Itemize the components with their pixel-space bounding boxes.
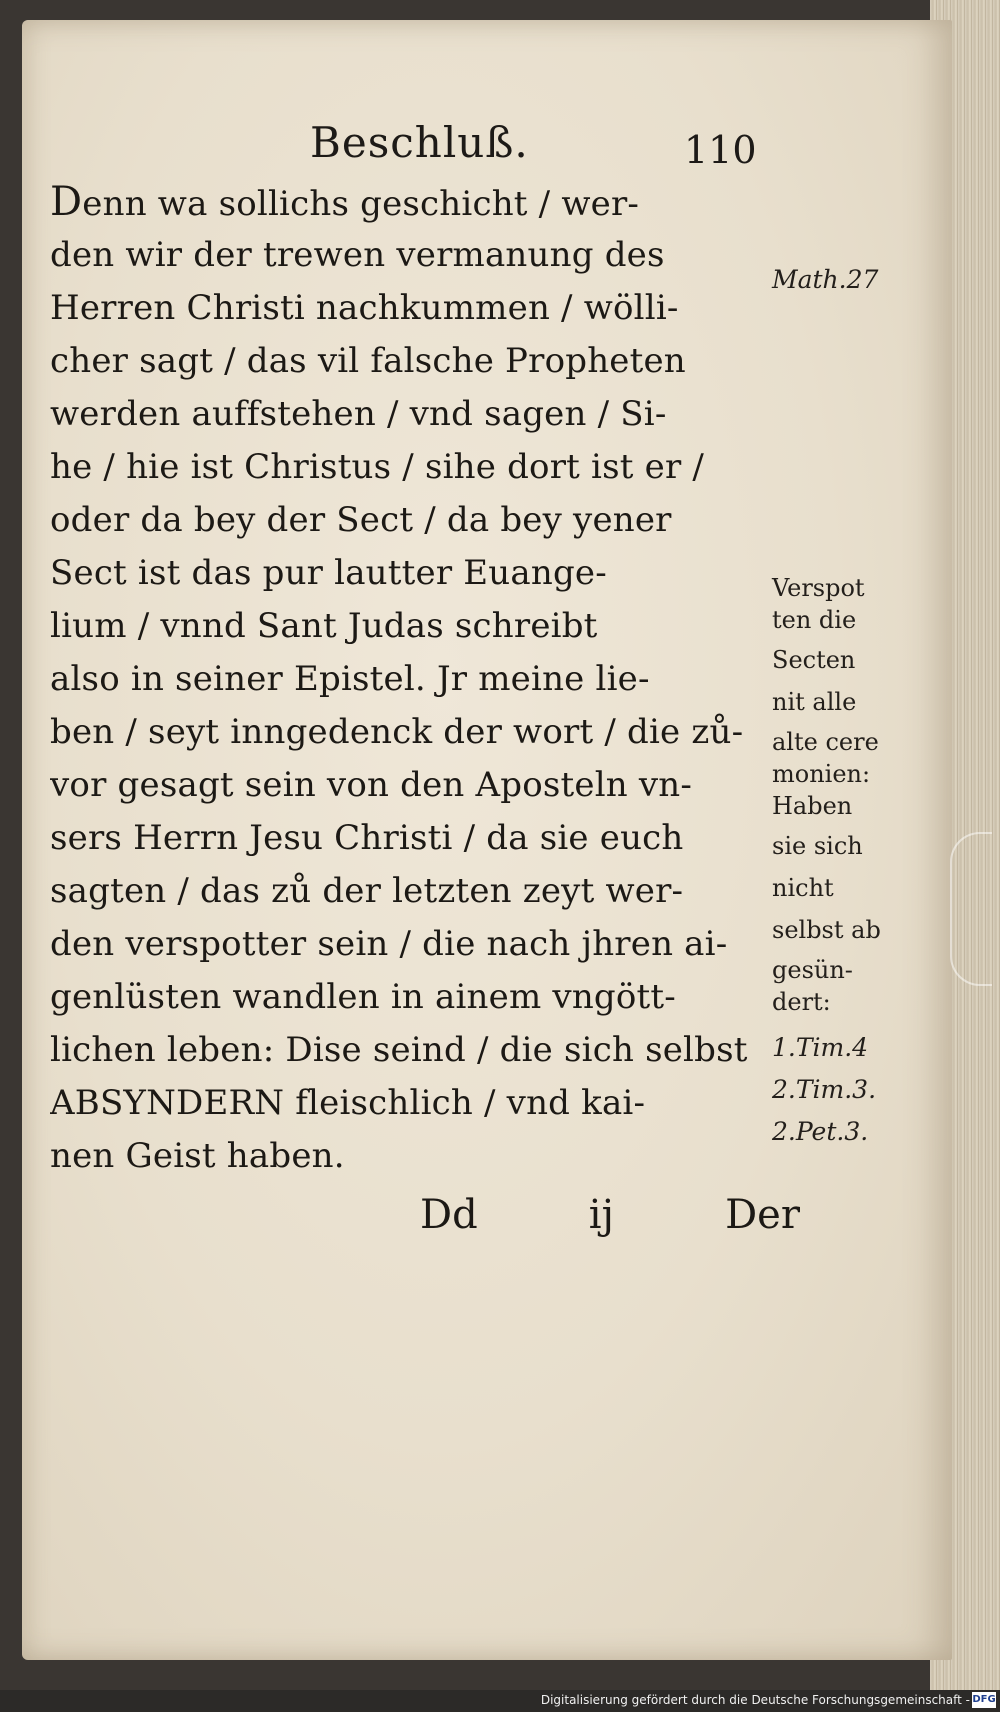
margin-note: nit alle xyxy=(772,688,857,716)
catchwords xyxy=(420,1192,800,1238)
margin-note: 2.Tim.3. xyxy=(772,1075,877,1104)
body-line: lium / vnnd Sant Judas schreibt xyxy=(50,606,598,646)
body-line: oder da bey der Sect / da bey yener xyxy=(50,500,672,540)
body-line: Herren Christi nachkummen / wölli- xyxy=(50,288,679,328)
margin-note: nicht xyxy=(772,874,834,902)
body-line: he / hie ist Christus / sihe dort ist er / xyxy=(50,447,705,487)
body-line: vor gesagt sein von den Aposteln vn- xyxy=(50,765,693,805)
margin-note: monien: xyxy=(772,760,871,788)
margin-note: dert: xyxy=(772,988,831,1016)
body-line: also in seiner Epistel. Jr meine lie- xyxy=(50,659,650,699)
body-line: genlüsten wandlen in ainem vngött- xyxy=(50,977,676,1017)
body-text xyxy=(50,176,750,1183)
margin-note: selbst ab xyxy=(772,916,881,944)
margin-note: 1.Tim.4 xyxy=(772,1033,869,1062)
signature-mark: Dd xyxy=(420,1192,478,1238)
body-line: lichen leben: Dise seind / die sich selbst xyxy=(50,1030,748,1070)
margin-note: 2.Pet.3. xyxy=(772,1117,869,1146)
body-line: sers Herrn Jesu Christi / da sie euch xyxy=(50,818,684,858)
body-line: Denn wa sollichs geschicht / wer- xyxy=(50,179,640,225)
margin-note: alte cere xyxy=(772,728,879,756)
running-header-title: Beschluß. xyxy=(310,118,529,167)
body-line: ben / seyt inngedenck der wort / die zů- xyxy=(50,712,744,752)
margin-note: Math.27 xyxy=(772,265,879,294)
footer-credit: Digitalisierung gefördert durch die Deutsche Forschungsgemeinschaft - xyxy=(540,1693,970,1707)
margin-note: Haben xyxy=(772,792,853,820)
body-line: den verspotter sein / die nach jhren ai- xyxy=(50,924,728,964)
catchword: Der xyxy=(725,1192,800,1238)
margin-note: Verspot xyxy=(772,574,865,602)
dfg-logo: DFG xyxy=(972,1692,996,1708)
body-line: werden auffstehen / vnd sagen / Si- xyxy=(50,394,667,434)
page-number: 110 xyxy=(684,128,757,172)
body-line: sagten / das zů der letzten zeyt wer- xyxy=(50,871,684,911)
body-line: cher sagt / das vil falsche Propheten xyxy=(50,341,686,381)
margin-note: Secten xyxy=(772,646,856,674)
body-line: den wir der trewen vermanung des xyxy=(50,235,665,275)
body-line: ABSYNDERN fleischlich / vnd kai- xyxy=(50,1083,646,1123)
margin-note: gesün- xyxy=(772,956,853,984)
body-line: Sect ist das pur lautter Euange- xyxy=(50,553,607,593)
signature-number: ij xyxy=(588,1192,614,1238)
body-line: nen Geist haben. xyxy=(50,1136,345,1176)
margin-note: sie sich xyxy=(772,832,863,860)
margin-note: ten die xyxy=(772,606,857,634)
page-clip-outline xyxy=(950,832,992,986)
